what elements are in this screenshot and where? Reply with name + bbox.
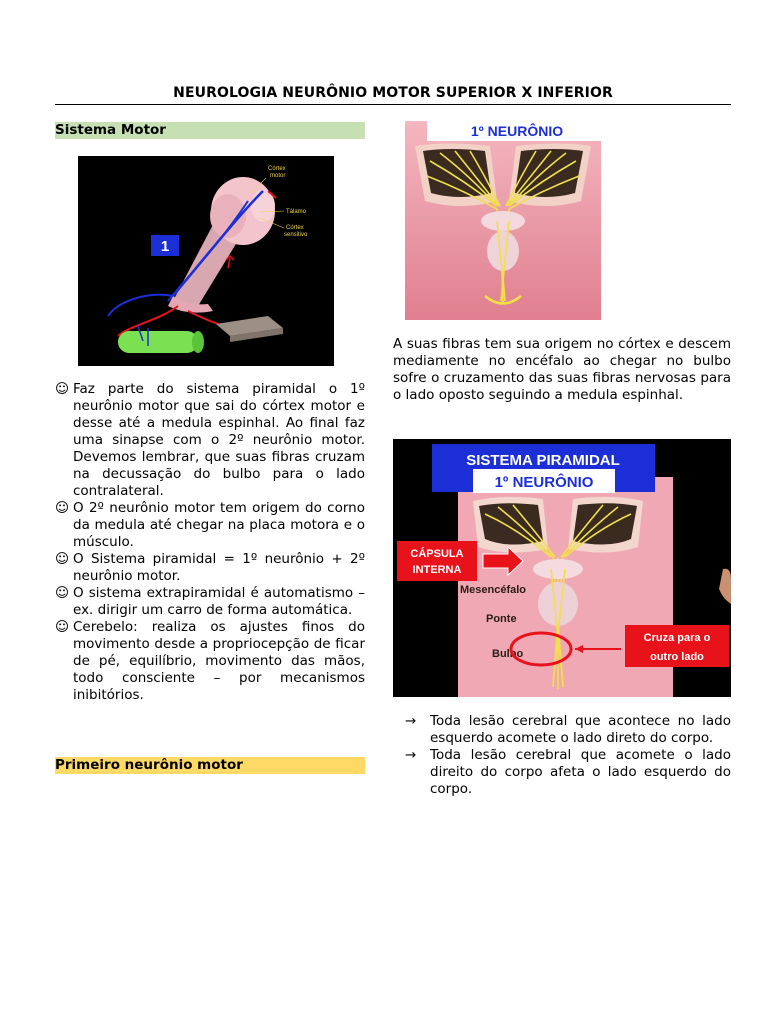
bullet-list xyxy=(55,381,365,704)
capsula-label-2: INTERNA xyxy=(412,564,462,576)
figure2-title-line1: SISTEMA PIRAMIDAL xyxy=(466,452,620,469)
figure-badge: 1 xyxy=(160,238,170,255)
mesencefalo-label: Mesencéfalo xyxy=(460,584,527,596)
svg-text:sensitivo: sensitivo xyxy=(284,232,308,238)
list-item: ☺ O sistema extrapiramidal é automatismo – ex. dirigir um carro de forma automática. xyxy=(55,585,365,618)
list-item: ☺ Cerebelo: realiza os ajustes finos do movimento desde a propriocepção de ficar de pé, equilíbrio, movimento das mãos, todo consciente – por mecanismos inibitórios. xyxy=(55,619,365,703)
capsula-label-1: CÁPSULA xyxy=(410,548,464,560)
first-neuron-figure xyxy=(405,121,601,320)
page-title: NEUROLOGIA NEURÔNIO MOTOR SUPERIOR X INFERIOR xyxy=(173,85,613,101)
talamo-label: Tálamo xyxy=(286,209,307,215)
description-paragraph: A suas fibras tem sua origem no córtex e descem mediamente no encéfalo ao chegar no bulbo sofre o cruzamento das suas fibras nervosas para o lado oposto seguindo a medula espinhal. xyxy=(393,336,731,403)
cortex-sensitivo-label: Córtex xyxy=(286,225,304,231)
ponte-label: Ponte xyxy=(486,613,517,625)
figure1-title: 1º NEURÔNIO xyxy=(470,123,564,139)
cortex-motor-label: Córtex xyxy=(268,166,286,172)
list-item: → Toda lesão cerebral que acomete o lado direito do corpo afeta o lado esquerdo do corpo. xyxy=(405,747,731,797)
cruza-label-2: outro lado xyxy=(650,651,704,663)
title-rule xyxy=(55,104,731,105)
list-item: → Toda lesão cerebral que acontece no lado esquerdo acomete o lado direto do corpo. xyxy=(405,713,731,746)
list-item: ☺ O Sistema piramidal = 1º neurônio + 2º neurônio motor. xyxy=(55,551,365,584)
cruza-label-1: Cruza para o xyxy=(643,632,711,644)
pyramidal-system-figure xyxy=(393,439,731,697)
section-heading-primeiro-neuronio: Primeiro neurônio motor xyxy=(55,757,365,774)
motor-system-illustration xyxy=(78,156,334,366)
bulbo-label: Bulbo xyxy=(492,648,524,660)
list-item: ☺ O 2º neurônio motor tem origem do corno da medula até chegar na placa motora e o músculo. xyxy=(55,500,365,550)
list-item: ☺ Faz parte do sistema piramidal o 1º neurônio motor que sai do córtex motor e desse até a medula espinhal. Ao final faz uma sinapse com o 2º neurônio motor. Devemos lembrar, que suas fibras cruzam na decussação do bulbo para o lado contralateral. xyxy=(55,381,365,499)
figure2-title-line2: 1º NEURÔNIO xyxy=(494,474,594,491)
arrow-list xyxy=(405,713,731,798)
svg-text:motor: motor xyxy=(270,173,286,179)
section-heading-sistema-motor: Sistema Motor xyxy=(55,122,365,139)
